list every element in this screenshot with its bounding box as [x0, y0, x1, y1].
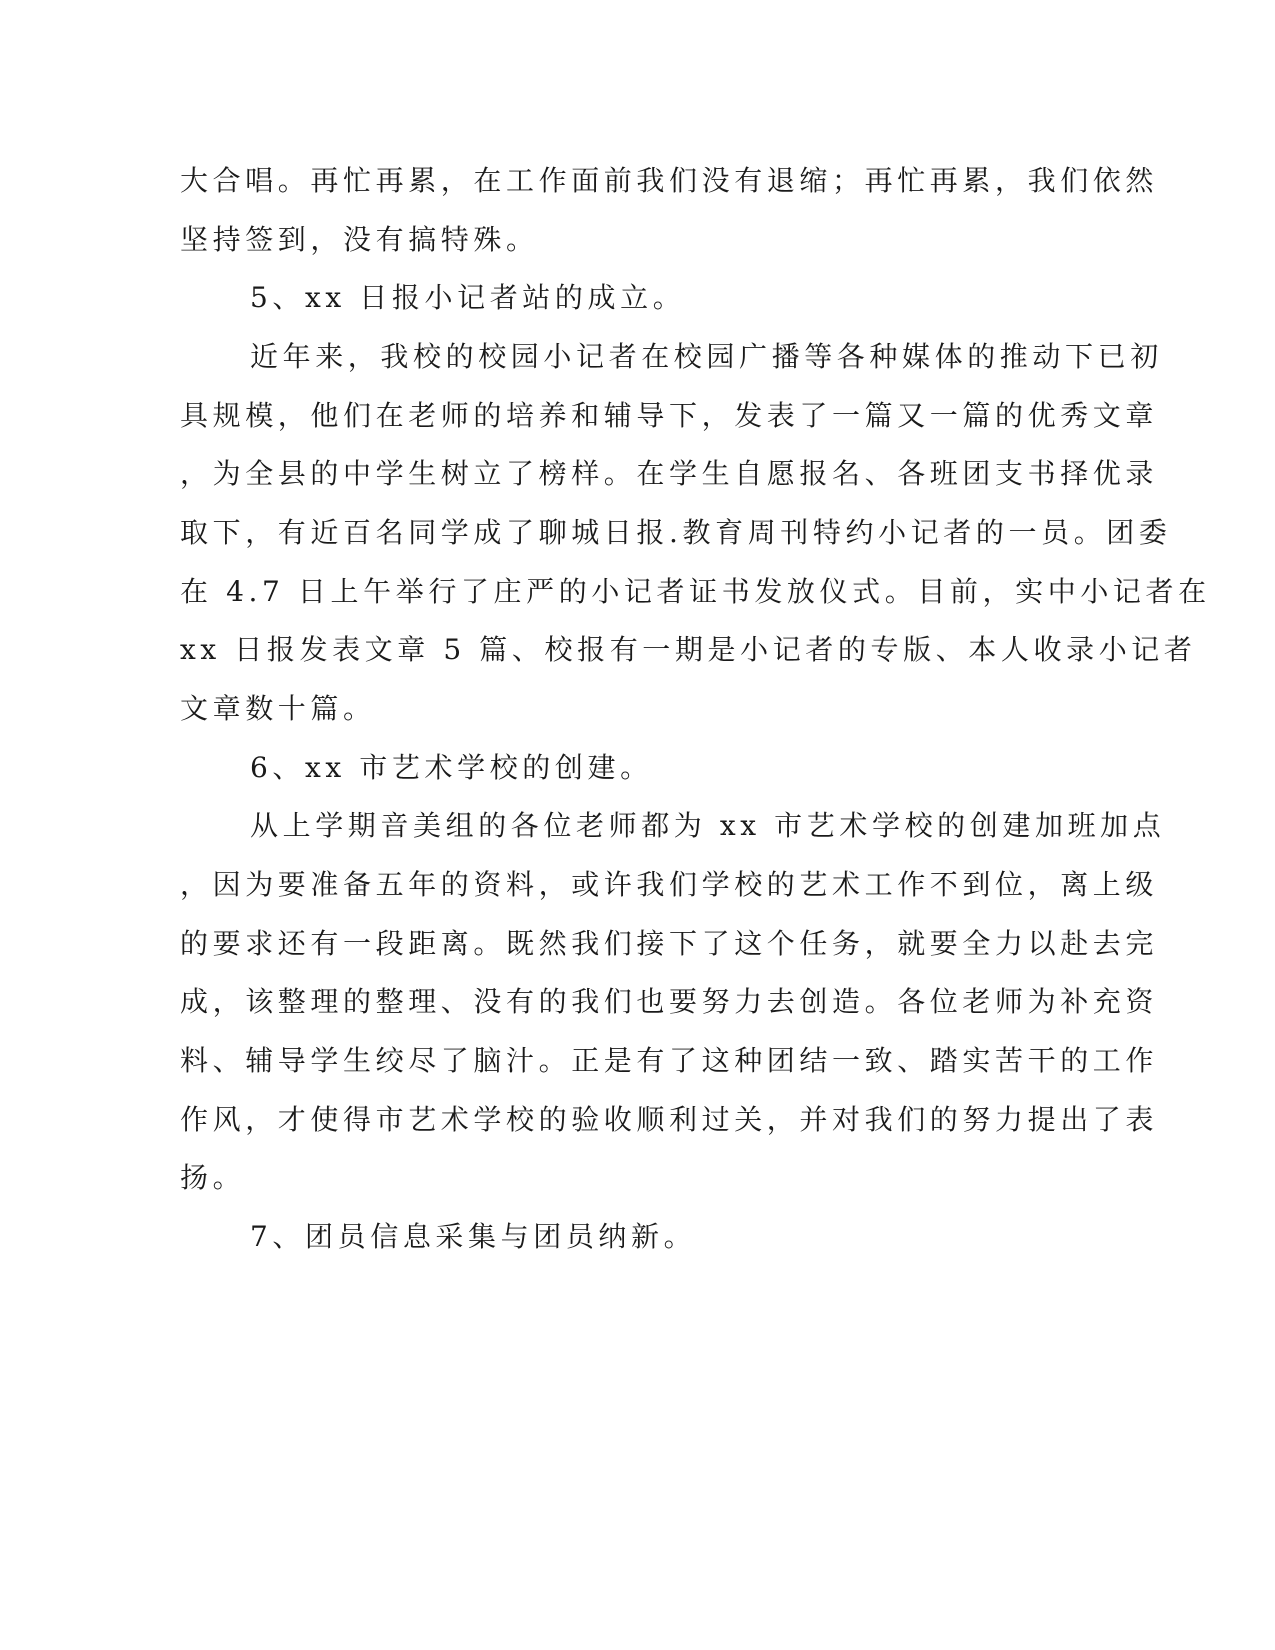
text-line	[0, 562, 1275, 622]
section-heading-6	[0, 738, 1275, 798]
text-line	[0, 1031, 1275, 1091]
text-line-content: 文章数十篇。	[180, 692, 376, 725]
text-line	[0, 327, 1275, 387]
text-line	[0, 151, 1275, 211]
text-line-content: 扬。	[180, 1161, 246, 1194]
section-heading-7	[0, 1207, 1275, 1267]
text-line-content: 大合唱。再忙再累，在工作面前我们没有退缩；再忙再累，我们依然	[180, 164, 1159, 197]
text-line	[0, 679, 1275, 739]
text-line-content: 取下，有近百名同学成了聊城日报.教育周刊特约小记者的一员。团委	[180, 516, 1172, 549]
text-line-content: 坚持签到，没有搞特殊。	[180, 223, 539, 256]
section-heading-text: 6、xx 市艺术学校的创建。	[250, 751, 653, 784]
text-line	[0, 1148, 1275, 1208]
text-line-content: 的要求还有一段距离。既然我们接下了这个任务，就要全力以赴去完	[180, 927, 1159, 960]
text-line	[0, 503, 1275, 563]
text-line-content: 在 4.7 日上午举行了庄严的小记者证书发放仪式。目前，实中小记者在	[180, 575, 1211, 608]
text-line-content: 具规模，他们在老师的培养和辅导下，发表了一篇又一篇的优秀文章	[180, 399, 1159, 432]
text-line	[0, 210, 1275, 270]
text-line-content: ，为全县的中学生树立了榜样。在学生自愿报名、各班团支书择优录	[180, 457, 1159, 490]
text-line	[0, 796, 1275, 856]
text-line-content: ，因为要准备五年的资料，或许我们学校的艺术工作不到位，离上级	[180, 868, 1159, 901]
text-line-content: 近年来，我校的校园小记者在校园广播等各种媒体的推动下已初	[250, 340, 1163, 373]
text-line-content: 料、辅导学生绞尽了脑汁。正是有了这种团结一致、踏实苦干的工作	[180, 1044, 1159, 1077]
text-line	[0, 620, 1275, 680]
text-line	[0, 855, 1275, 915]
text-line	[0, 914, 1275, 974]
text-line	[0, 386, 1275, 446]
section-heading-text: 7、团员信息采集与团员纳新。	[250, 1220, 697, 1253]
text-line-content: xx 日报发表文章 5 篇、校报有一期是小记者的专版、本人收录小记者	[180, 633, 1197, 666]
section-heading-5	[0, 268, 1275, 328]
text-line	[0, 1090, 1275, 1150]
text-line	[0, 972, 1275, 1032]
section-heading-text: 5、xx 日报小记者站的成立。	[250, 281, 686, 314]
text-line-content: 成，该整理的整理、没有的我们也要努力去创造。各位老师为补充资	[180, 985, 1159, 1018]
text-line-content: 作风，才使得市艺术学校的验收顺利过关，并对我们的努力提出了表	[180, 1103, 1159, 1136]
text-line	[0, 444, 1275, 504]
text-line-content: 从上学期音美组的各位老师都为 xx 市艺术学校的创建加班加点	[250, 809, 1166, 842]
